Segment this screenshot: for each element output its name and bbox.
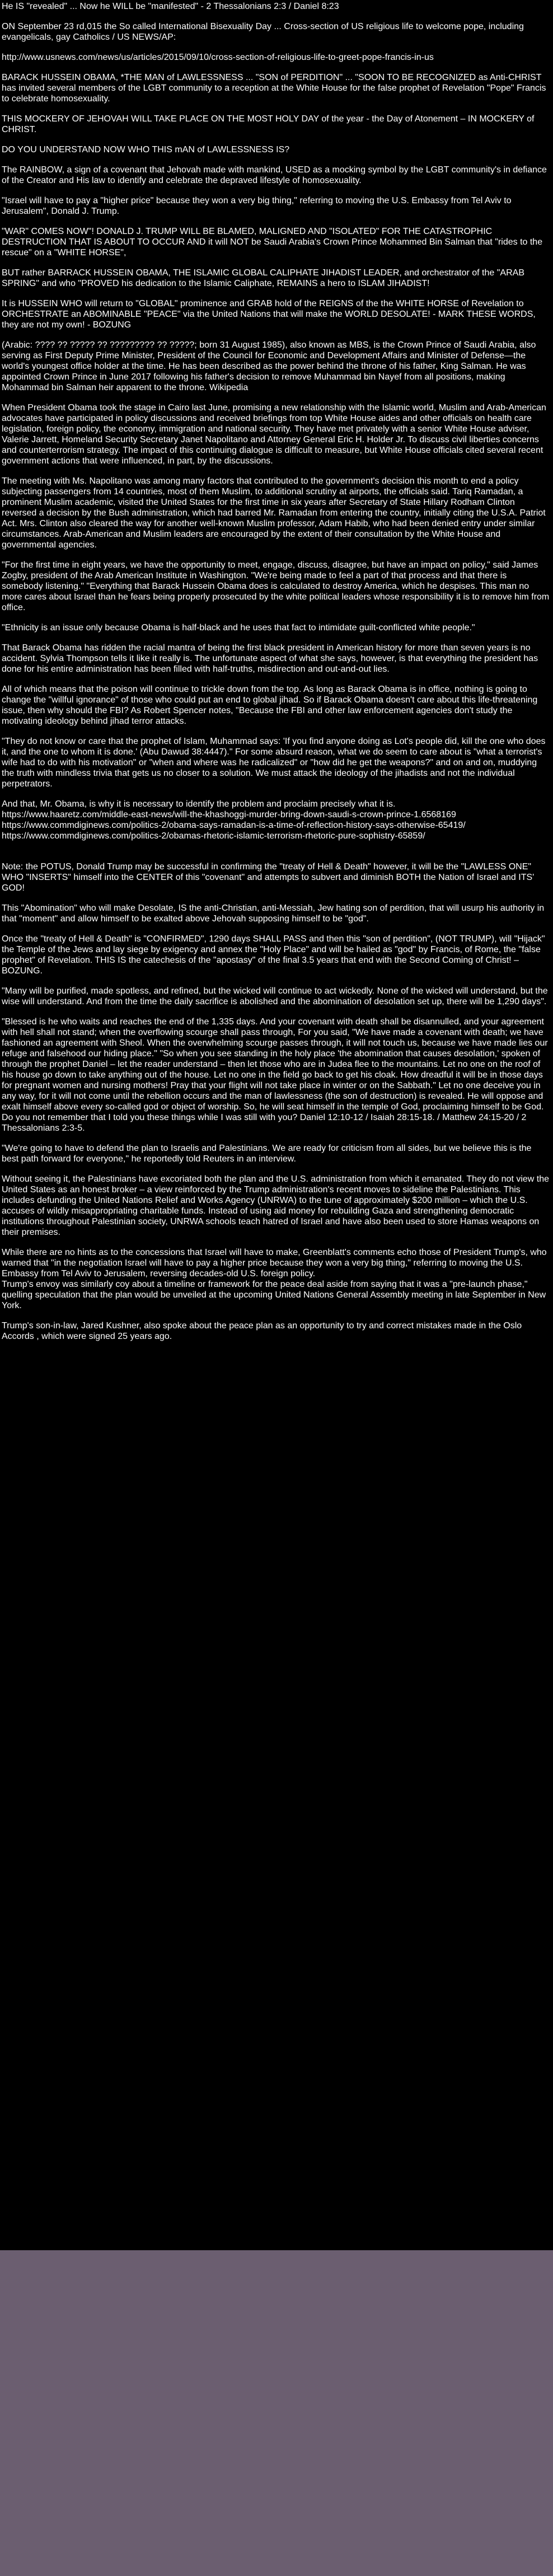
paragraph: (Arabic: ???? ?? ????? ?? ????????? ?? ?????; born 31 August 1985), also known as MBS, is the Crown Prince of Saudi Arabia, also serving as First Deputy Prime Minister, President of the Council for Economic and Development Affairs and Minister of Defense—the world's youngest office holder at the time. He has been described as the power behind the throne of his father, King Salman. He was appointed Crown Prince in June 2017 following his father's decision to remove Muhammad bin Nayef from all positions, making Mohammad bin Salman heir apparent to the throne. Wikipedia [2, 340, 536, 392]
paragraph: That Barack Obama has ridden the racial mantra of being the first black president in American history for more than seven years is no accident. Sylvia Thompson tells it like it really is. The unfortunate aspect of what she says, however, is that everything the president has done for his entire administration has been filled with half-truths, misdirection and out-and-out lies. [2, 643, 538, 674]
paragraph: Without seeing it, the Palestinians have excoriated both the plan and the U.S. administration from which it emanated. They do not view the United States as an honest broker – a view reinforced by the Trump administration's recent moves to sideline the Palestinians. This includes defunding the United Nations Relief and Works Agency (UNRWA) to the tune of approximately $200 million – which the U.S. accuses of wildly misappropriating charitable funds. Instead of using aid money for rebuilding Gaza and strengthening democratic institutions throughout Palestinian society, UNRWA schools teach hatred of Israel and have also been used to store Hamas weapons on their premises. [2, 1174, 550, 1237]
paragraph: It is HUSSEIN WHO will return to "GLOBAL" prominence and GRAB hold of the REIGNS of the the WHITE HORSE of Revelation to ORCHESTRATE an ABOMINABLE "PEACE" via the United Nations that will make the WORLD DESOLATE! - MARK THESE WORDS, they are not my own! - BOZUNG [2, 299, 536, 330]
link-commdiginews-rhetoric-text[interactable]: https://www.commdiginews.com/politics-2/obamas-rhetoric-islamic-terrorism-rhetoric-pure-sophistry-65859/ [2, 831, 425, 841]
paragraph: "WAR" COMES NOW"! DONALD J. TRUMP WILL BE BLAMED, MALIGNED AND "ISOLATED" FOR THE CATASTROPHIC DESTRUCTION THAT IS ABOUT TO OCCUR AND it will NOT be Saudi Arabia's Crown Prince Mohammed Bin Salman that "rides to the rescue" on a "WHITE HORSE", [2, 227, 543, 257]
note-paragraph: Note: the POTUS, Donald Trump may be successful in confirming the "treaty of Hell & Death" however, it will be the "LAWLESS ONE" WHO "INSERTS" himself into the CENTER of this "covenant" and attempts to subvert and diminish BOTH the Nation of Israel and ITS' GOD! [2, 862, 535, 893]
paragraph: "Many will be purified, made spotless, and refined, but the wicked will continue to act wickedly. None of the wicked will understand, but the wise will understand. And from the time the daily sacrifice is abolished and the abomination of desolation set up, there will be 1,290 days". [2, 986, 548, 1006]
paragraph: ON September 23 rd,015 the So called International Bisexuality Day ... Cross-section of US religious life to welcome pope, including evangelicals, gay Catholics / US NEWS/AP: [2, 22, 524, 42]
paragraph: And that, Mr. Obama, is why it is necessary to identify the problem and proclaim precisely what it is. [2, 799, 396, 809]
source-link[interactable] [2, 52, 550, 63]
paragraph: "We're going to have to defend the plan to Israelis and Palestinians. We are ready for criticism from all sides, but we believe this is the best path forward for everyone," he reportedly told Reuters in an interview. [2, 1144, 532, 1164]
source-link-text[interactable]: http://www.usnews.com/news/us/articles/2015/09/10/cross-section-of-religious-life-to-greet-pope-francis-in-us [2, 53, 434, 62]
paragraph: THIS MOCKERY OF JEHOVAH WILL TAKE PLACE ON THE MOST HOLY DAY of the year - the Day of Atonement – IN MOCKERY of CHRIST. [2, 114, 535, 134]
paragraph: BUT rather BARRACK HUSSEIN OBAMA, THE ISLAMIC GLOBAL CALIPHATE JIHADIST LEADER, and orchestrator of the "ARAB SPRING" and who "PROVED his dedication to the Islamic Caliphate, REMAINS a hero to ISLAM JIHADIST! [2, 268, 524, 288]
paragraph: DO YOU UNDERSTAND NOW WHO THIS mAN of LAWLESSNESS IS? [2, 145, 290, 154]
paragraph: When President Obama took the stage in Cairo last June, promising a new relationship with the Islamic world, Muslim and Arab-American advocates have participated in policy discussions and received briefings from top White House aides and other officials on health care legislation, foreign policy, the economy, immigration and national security. They have met privately with a senior White House adviser, Valerie Jarrett, Homeland Security Secretary Janet Napolitano and Attorney General Eric H. Holder Jr. To discuss civil liberties concerns and counterterrorism strategy. The impact of this continuing dialogue is difficult to measure, but White House officials cited several recent government actions that were influenced, in part, by the discussions. [2, 403, 546, 466]
link-haaretz[interactable] [2, 809, 550, 820]
paragraph: "For the first time in eight years, we have the opportunity to meet, engage, discuss, disagree, but have an impact on policy," said James Zogby, president of the Arab American Institute in Washington. "We're being made to feel a part of that process and that there is somebody listening." "Everything that Barack Hussein Obama does is calculated to destroy America, which he despises. This man no more cares about Israel than he fears being properly prosecuted by the white political leaders whose responsibility it is to remove him from office. [2, 560, 550, 612]
link-commdiginews-ramadan[interactable] [2, 820, 550, 831]
link-commdiginews-ramadan-text[interactable]: https://www.commdiginews.com/politics-2/obama-says-ramadan-is-a-time-of-reflection-history-says-otherwise-65419/ [2, 821, 466, 830]
paragraph: "Blessed is he who waits and reaches the end of the 1,335 days. And your covenant with death shall be disannulled, and your agreement with hell shall not stand; when the overflowing scourge shall pass through, For you said, "We have made a covenant with death; we have fashioned an agreement with Sheol. When the overwhelming scourge passes through, it will not touch us, because we have made lies our refuge and falsehood our hiding place." "So when you see standing in the holy place 'the abomination that causes desolation,' spoken of through the prophet Daniel – let the reader understand – then let those who are in Judea flee to the mountains. Let no one on the roof of his house go down to take anything out of the house. Let no one in the field go back to get his cloak. How dreadful it will be in those days for pregnant women and nursing mothers! Pray that your flight will not take place in winter or on the Sabbath." Let no one deceive you in any way, for it will not come until the rebellion occurs and the man of lawlessness (the son of destruction) is revealed. He will oppose and exalt himself above every so-called god or object of worship. So, he will seat himself in the temple of God, proclaiming himself to be God. Do you not remember that I told you these things while I was still with you? Daniel 12:10-12 / Isaiah 28:15-18. / Matthew 24:15-20 / 2 Thessalonians 2:3-5. [2, 1017, 548, 1133]
heading-paragraph: He IS "revealed" ... Now he WILL be "manifested" - 2 Thessalonians 2:3 / Daniel 8:23 [2, 2, 339, 11]
paragraph: BARACK HUSSEIN OBAMA, *THE MAN of LAWLESSNESS ... "SON of PERDITION" ... "SOON TO BE RECOGNIZED as Anti-CHRIST has invited several members of the LGBT community to a reception at the White House for the false prophet of Revelation "Pope" Francis to celebrate homosexuality. [2, 73, 546, 104]
paragraph: Once the "treaty of Hell & Death" is "CONFIRMED", 1290 days SHALL PASS and then this "son of perdition", (NOT TRUMP), will "Hijack" the Temple of the Jews and lay siege by exigency and annex the "Holy Place" and will be hailed as "god" by Francis, of Rome, the "false prophet" of Revelation. THIS IS the catechesis of the "apostasy" of the final 3.5 years that end with the Second Coming of Christ! – BOZUNG. [2, 934, 545, 976]
paragraph: The RAINBOW, a sign of a covenant that Jehovah made with mankind, USED as a mocking symbol by the LGBT community's in defiance of the Creator and His law to identify and celebrate the depraved lifestyle of homosexuality. [2, 165, 547, 185]
paragraph: "Ethnicity is an issue only because Obama is half-black and he uses that fact to intimidate guilt-conflicted white people." [2, 623, 475, 633]
paragraph: "They do not know or care that the prophet of Islam, Muhammad says: 'If you find anyone doing as Lot's people did, kill the one who does it, and the one to whom it is done.' (Abu Dawud 38:4447)." For some absurd reason, what we do seem to care about is "what a terrorist's wife had to do with his motivation" or "when and where was he radicalized" or "how did he get the weapons?" and on and on, muddying the truth with mindless trivia that gets us no closer to a solution. We must attack the ideology of the jihadists and not the individual perpetrators. [2, 737, 546, 789]
link-commdiginews-rhetoric[interactable] [2, 831, 550, 841]
paragraph: All of which means that the poison will continue to trickle down from the top. As long as Barack Obama is in office, nothing is going to change the "willful ignorance" of those who could put an end to global jihad. So if Barack Obama doesn't care about this life-threatening issue, then why should the FBI? As Robert Spencer notes, "Because the FBI and other law enforcement agencies don't study the motivating ideology behind jihad terror attacks. [2, 685, 538, 726]
link-haaretz-text[interactable]: https://www.haaretz.com/middle-east-news/will-the-khashoggi-murder-bring-down-saudi-s-crown-prince-1.6568169 [2, 810, 456, 819]
paragraph: "Israel will have to pay a "higher price" because they won a very big thing," referring to moving the U.S. Embassy from Tel Aviv to Jerusalem", Donald J. Trump. [2, 196, 512, 216]
paragraph: While there are no hints as to the concessions that Israel will have to make, Greenblatt's comments echo those of President Trump's, who warned that "in the negotiation Israel will have to pay a higher price because they won a very big thing," referring to moving the U.S. Embassy from Tel Aviv to Jerusalem, reversing decades-old U.S. foreign policy. Trump's envoy was similarly coy about a timeline or framework for the peace deal aside from saying that it was a "pre-launch phase," quelling speculation that the plan would be unveiled at the upcoming United Nations General Assembly meeting in late September in New York. [2, 1248, 547, 1310]
paragraph: Trump's son-in-law, Jared Kushner, also spoke about the peace plan as an opportunity to try and correct mistakes made in the Oslo Accords , which were signed 25 years ago. [2, 1321, 522, 1341]
paragraph: This "Abomination" who will make Desolate, IS the anti-Christian, anti-Messiah, Jew hating son of perdition, that will usurp his authority in that "moment" and allow himself to be exalted above Jehovah supposing himself to be "god". [2, 903, 545, 924]
paragraph: The meeting with Ms. Napolitano was among many factors that contributed to the government's decision this month to end a policy subjecting passengers from 14 countries, most of them Muslim, to additional scrutiny at airports, the officials said. Tariq Ramadan, a prominent Muslim academic, visited the United States for the first time in six years after Secretary of State Hillary Rodham Clinton reversed a decision by the Bush administration, which had barred Mr. Ramadan from entering the country, initially citing the U.S.A. Patriot Act. Mrs. Clinton also cleared the way for another well-known Muslim professor, Adam Habib, who had been denied entry under similar circumstances. Arab-American and Muslim leaders are encouraged by the extent of their consultation by the White House and governmental agencies. [2, 476, 546, 550]
